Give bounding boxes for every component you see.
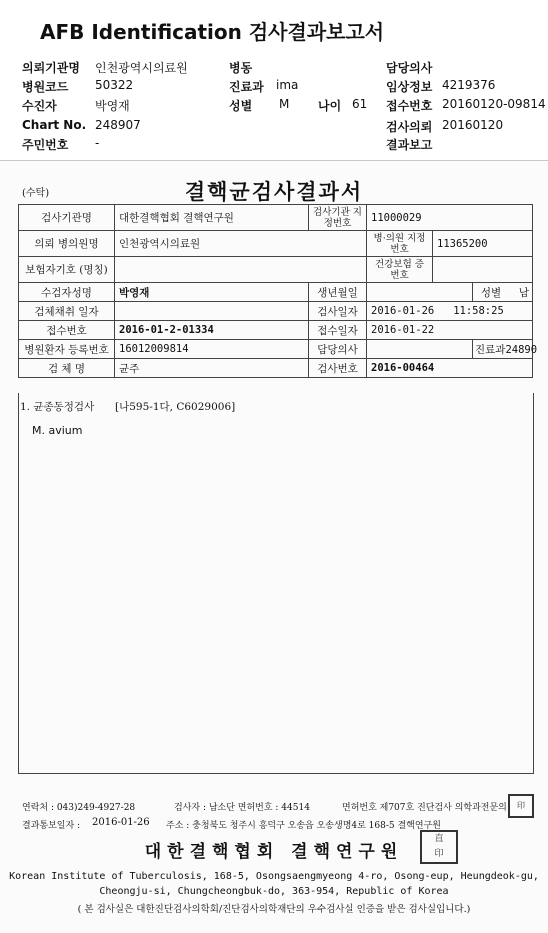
result-test-name: 1. 균종동정검사 xyxy=(20,401,95,413)
regno-label: 병원환자 등록번호 xyxy=(19,340,115,359)
testtime-value: 11:58:25 xyxy=(453,305,504,317)
testdate-label: 검사일자 xyxy=(309,302,367,321)
consignment-label: (수탁) xyxy=(22,188,50,199)
dob-label: 생년월일 xyxy=(309,283,367,302)
value-patient: 박영재 xyxy=(95,99,130,113)
footer-phone: 연락처 : 043)249-4927-28 xyxy=(22,803,136,813)
label-chart-no: Chart No. xyxy=(22,118,87,132)
footer-tester: 검사자 : 남소단 면허번호 : 44514 xyxy=(174,803,310,813)
label-requester: 의뢰기관명 xyxy=(22,61,80,75)
scan-title: 결핵균검사결과서 xyxy=(184,179,364,204)
label-ward: 병동 xyxy=(229,61,253,75)
footer-address-en-2: Cheongju-si, Chungcheongbuk-do, 363-954, Republic of Korea xyxy=(99,886,449,897)
label-clinical-info: 임상정보 xyxy=(386,80,433,94)
receiptdate-label: 접수일자 xyxy=(309,321,367,340)
patient-label: 수검자성명 xyxy=(19,283,115,302)
insurer-label: 보험자기호 (명칭) xyxy=(19,257,115,283)
regno-value: 16012009814 xyxy=(115,340,309,359)
value-clinical-info: 4219376 xyxy=(442,78,496,92)
value-age: 61 xyxy=(352,97,368,111)
collect-value xyxy=(115,302,309,321)
result-box xyxy=(18,393,534,774)
sex-label: 성별 xyxy=(480,286,502,299)
inst-no-label: 검사기관 지정번호 xyxy=(309,205,367,231)
inst-value: 대한결핵협회 결핵연구원 xyxy=(115,205,309,231)
health-no-value xyxy=(433,257,533,283)
label-resident-no: 주민번호 xyxy=(22,138,69,152)
label-doctor: 담당의사 xyxy=(386,61,433,75)
value-requester: 인천광역시의료원 xyxy=(95,61,188,75)
insurer-value xyxy=(115,257,367,283)
testno-value: 2016-00464 xyxy=(367,359,533,378)
hosp-no-value: 11365200 xyxy=(433,231,533,257)
label-hospital-code: 병원코드 xyxy=(22,80,69,94)
sex-value: 남 xyxy=(518,286,529,299)
footer-report-date: 2016-01-26 xyxy=(92,817,150,828)
doctor-label: 담당의사 xyxy=(309,340,367,359)
footer-institute: 대한결핵협회 결핵연구원 xyxy=(144,842,404,862)
value-department: ima xyxy=(276,78,299,92)
hosp-no-label: 병·의원 지정번호 xyxy=(367,231,433,257)
inst-no-value: 11000029 xyxy=(367,205,533,231)
dept-label: 진료과 xyxy=(475,343,506,356)
specimen-value: 균주 xyxy=(115,359,309,378)
result-organism: M. avium xyxy=(32,424,83,437)
label-department: 진료과 xyxy=(229,80,264,94)
footer-address-en-1: Korean Institute of Tuberculosis, 168-5, Osongsaengmyeong 4-ro, Osong-eup, Heungdeok-gu, xyxy=(9,871,539,882)
value-receipt-no: 20160120-09814 xyxy=(442,97,546,111)
testno-label: 검사번호 xyxy=(309,359,367,378)
inst-label: 검사기관명 xyxy=(19,205,115,231)
value-request-date: 20160120 xyxy=(442,118,504,132)
label-request-date: 검사의뢰 xyxy=(386,120,433,134)
receipt-value: 2016-01-2-01334 xyxy=(115,321,309,340)
specimen-label: 검 체 명 xyxy=(19,359,115,378)
dept-value: 24890 xyxy=(505,343,538,356)
institute-seal-icon: 直 印 xyxy=(420,830,458,864)
footer-report-label: 결과통보일자 : xyxy=(22,821,81,831)
footer-address-kr: 주소 : 충청북도 청주시 흥덕구 오송읍 오송생명4로 168-5 결핵연구원 xyxy=(166,821,441,831)
testdate-value: 2016-01-26 xyxy=(371,305,435,317)
label-age: 나이 xyxy=(318,99,342,113)
value-sex: M xyxy=(279,97,290,111)
label-patient: 수진자 xyxy=(22,99,57,113)
health-no-label: 건강보험 증번호 xyxy=(367,257,433,283)
hosp-label: 의뢰 병의원명 xyxy=(19,231,115,257)
report-title: AFB Identification 검사결과보고서 xyxy=(40,20,385,44)
doctor-seal-icon: 印 xyxy=(508,794,534,818)
patient-value: 박영재 xyxy=(115,283,309,302)
receiptdate-value: 2016-01-22 xyxy=(367,321,533,340)
result-form-table xyxy=(18,204,538,378)
value-resident-no: - xyxy=(95,136,100,150)
result-test-code: [나595-1다, C6029006] xyxy=(115,401,236,413)
hosp-value: 인천광역시의료원 xyxy=(115,231,367,257)
label-result-report: 결과보고 xyxy=(386,138,433,152)
footer-license: 면허번호 제707호 진단검사 의학과전문의 xyxy=(342,803,507,813)
doctor-value xyxy=(367,340,473,359)
label-receipt-no: 접수번호 xyxy=(386,99,433,113)
label-sex: 성별 xyxy=(229,99,253,113)
receipt-label: 접수번호 xyxy=(19,321,115,340)
dob-value xyxy=(367,283,473,302)
collect-label: 검체채취 일자 xyxy=(19,302,115,321)
value-hospital-code: 50322 xyxy=(95,78,134,92)
footer-certification: ( 본 검사실은 대한진단검사의학회/진단검사의학재단의 우수검사실 인증을 받은 검사실입니다.) xyxy=(77,904,471,915)
value-chart-no: 248907 xyxy=(95,118,141,132)
